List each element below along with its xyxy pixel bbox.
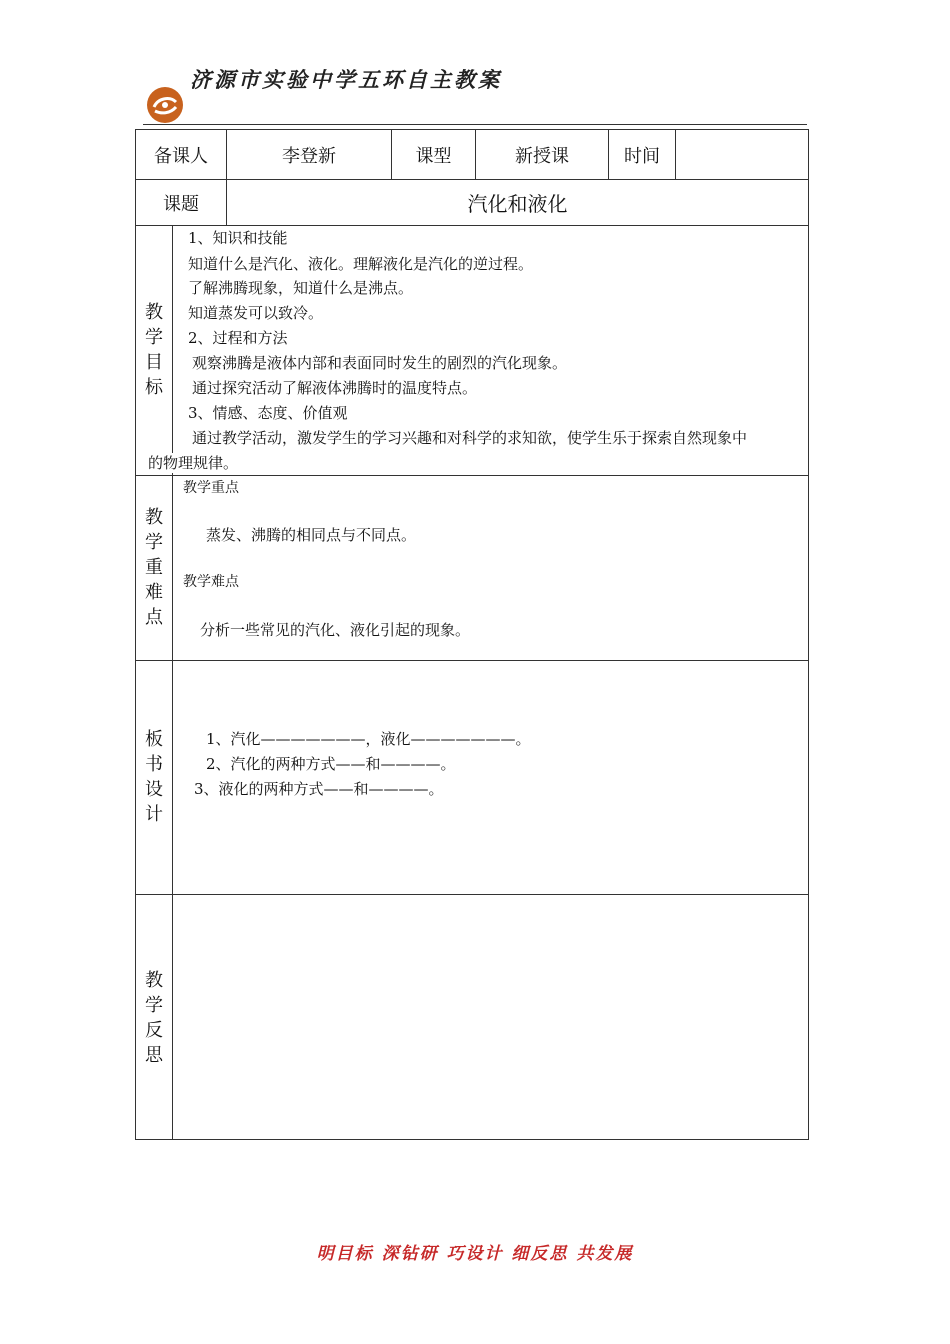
objective-line: 观察沸腾是液体内部和表面同时发生的剧烈的汽化现象。 xyxy=(192,354,568,372)
header-rule xyxy=(143,124,807,125)
key-points-label-text: 教学重难点 xyxy=(145,507,163,628)
board-line: 1、汽化———————，液化———————。 xyxy=(206,730,531,748)
difficulty-text: 分析一些常见的汽化、液化引起的现象。 xyxy=(200,621,471,639)
objectives-label xyxy=(136,300,172,400)
objective-line: 知道蒸发可以致冷。 xyxy=(188,304,324,322)
objective-line: 通过教学活动，激发学生的学习兴趣和对科学的求知欲，使学生乐于探索自然现象中 xyxy=(192,428,753,448)
footer-motto: 明目标 深钻研 巧设计 细反思 共发展 xyxy=(316,1244,634,1264)
time-label: 时间 xyxy=(624,145,660,167)
board-line: 3、液化的两种方式——和————。 xyxy=(194,780,444,798)
focus-text: 蒸发、沸腾的相同点与不同点。 xyxy=(206,526,417,544)
topic-value: 汽化和液化 xyxy=(467,192,568,216)
difficulty-title: 教学难点 xyxy=(183,574,239,590)
objective-line: 的物理规律。 xyxy=(148,454,239,472)
objective-line: 知道什么是汽化、液化。理解液化是汽化的逆过程。 xyxy=(188,255,534,273)
school-logo-icon xyxy=(146,86,184,124)
objective-line: 2、过程和方法 xyxy=(188,329,288,347)
lesson-type-value: 新授课 xyxy=(515,145,569,167)
objective-line: 3、情感、态度、价值观 xyxy=(188,404,348,422)
focus-title: 教学重点 xyxy=(183,480,239,496)
board-design-label xyxy=(136,727,172,827)
key-points-label xyxy=(136,505,172,630)
time-value xyxy=(676,130,808,179)
reflection-label xyxy=(136,968,172,1068)
row-divider xyxy=(136,475,808,476)
objective-line: 了解沸腾现象，知道什么是沸点。 xyxy=(188,279,414,297)
school-title: 济源市实验中学五环自主教案 xyxy=(190,67,502,92)
row-divider xyxy=(136,660,808,661)
objective-line: 通过探究活动了解液体沸腾时的温度特点。 xyxy=(192,379,478,397)
lesson-type-label: 课型 xyxy=(415,145,452,167)
lesson-plan-table xyxy=(135,129,809,1140)
row-divider xyxy=(136,225,808,226)
board-line: 2、汽化的两种方式——和————。 xyxy=(206,755,456,773)
col-divider xyxy=(172,225,173,475)
col-divider xyxy=(172,475,173,1140)
reflection-label-text: 教学反思 xyxy=(145,970,163,1066)
objective-line: 1、知识和技能 xyxy=(188,229,288,247)
row-divider xyxy=(136,894,808,895)
board-design-label-text: 板书设计 xyxy=(145,729,163,825)
preparer-label: 备课人 xyxy=(154,145,208,167)
objectives-label-text: 教学目标 xyxy=(145,302,163,398)
topic-label: 课题 xyxy=(163,193,199,215)
preparer-value: 李登新 xyxy=(282,145,336,167)
